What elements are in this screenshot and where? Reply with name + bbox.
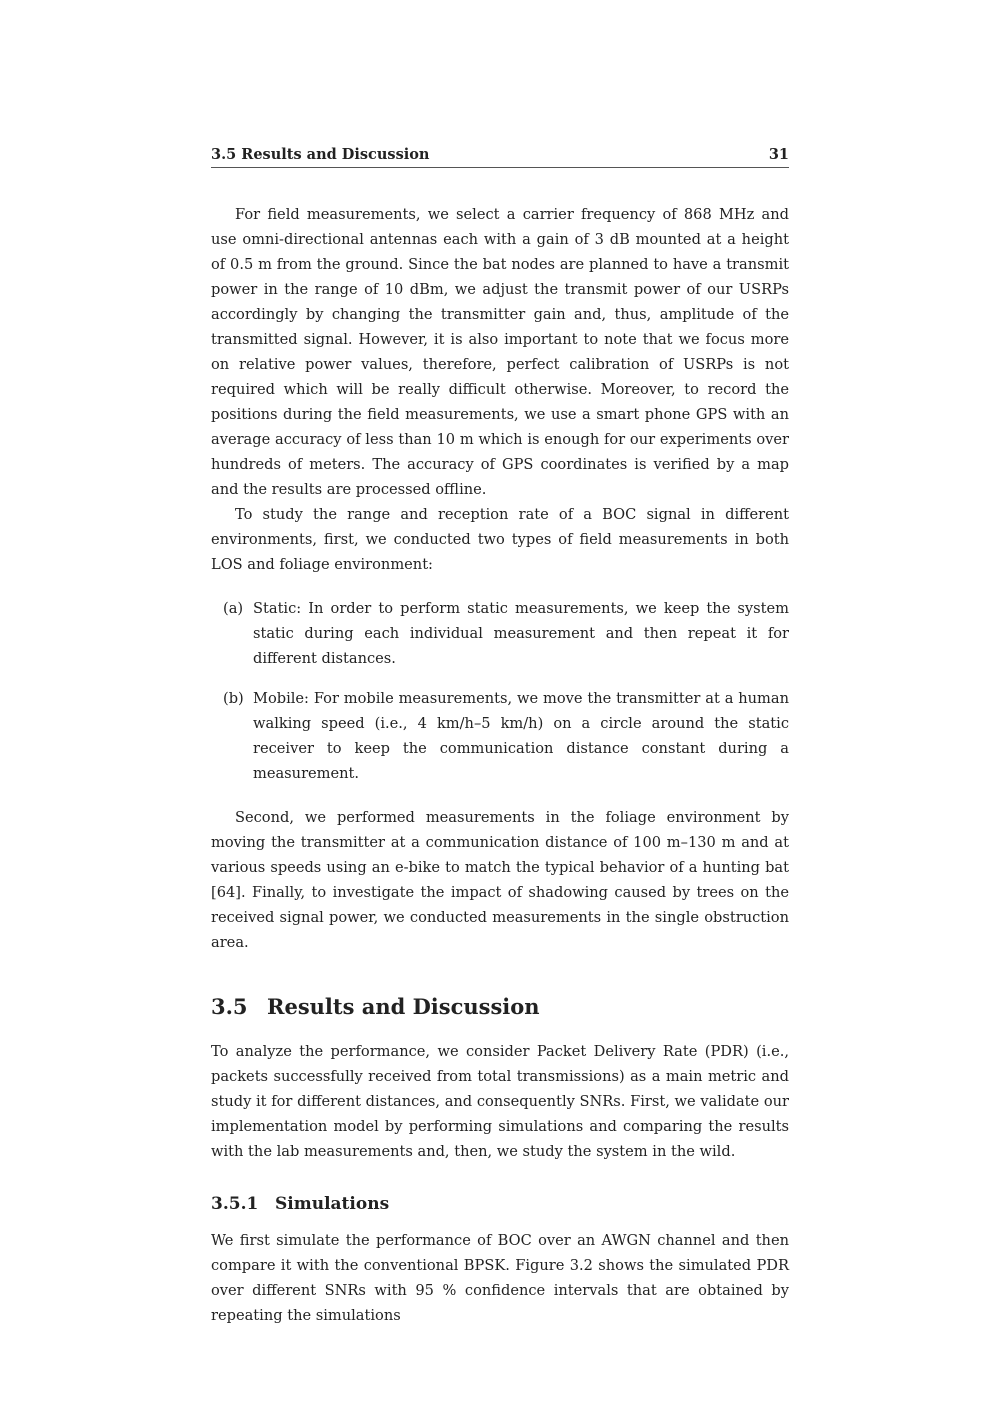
- running-header-title: 3.5 Results and Discussion: [211, 146, 430, 163]
- list-item-text: Static: In order to perform static measurements, we keep the system static during each individual measurement and then repeat it for different distances.: [253, 600, 789, 667]
- list-item-label: (b): [223, 690, 244, 707]
- measurement-types-list: [211, 596, 789, 786]
- list-item-label: (a): [223, 600, 244, 617]
- page-number: 31: [768, 146, 789, 163]
- page-content: [211, 146, 789, 1328]
- section-title: Results and Discussion: [267, 994, 540, 1019]
- paragraph-field-measurements: For field measurements, we select a carrier frequency of 868 MHz and use omni-directional antennas each with a gain of 3 dB mounted at a height of 0.5 m from the ground. Since the bat nodes are planned to have a transmit power in the range of 10 dBm, we adjust the transmit power of our USRPs accordingly by changing the transmitter gain and, thus, amplitude of the transmitted signal. However, it is also important to note that we focus more on relative power values, therefore, perfect calibration of USRPs is not required which will be really difficult otherwise. Moreover, to record the positions during the field measurements, we use a smart phone GPS with an average accuracy of less than 10 m which is enough for our experiments over hundreds of meters. The accuracy of GPS coordinates is verified by a map and the results are processed offline.: [211, 206, 789, 498]
- section-heading: [211, 994, 789, 1019]
- subsection-body: We first simulate the performance of BOC over an AWGN channel and then compare it with the conventional BPSK. Figure 3.2 shows the simulated PDR over different SNRs with 95 % confidence intervals that are obtained by repeating the simulations: [211, 1232, 789, 1324]
- subsection-number: 3.5.1: [211, 1194, 259, 1214]
- subsection-title: Simulations: [275, 1194, 390, 1214]
- paragraph-range-study: To study the range and reception rate of a BOC signal in different environments, first, we conducted two types of field measurements in both LOS and foliage environment:: [211, 506, 789, 573]
- section-number: 3.5: [211, 994, 248, 1019]
- section-body: To analyze the performance, we consider Packet Delivery Rate (PDR) (i.e., packets successfully received from total transmissions) as a main metric and study it for different distances, and consequently SNRs. First, we validate our implementation model by performing simulations and comparing the results with the lab measurements and, then, we study the system in the wild.: [211, 1043, 789, 1160]
- paragraph-foliage-measurements: Second, we performed measurements in the foliage environment by moving the transmitter at a communication distance of 100 m–130 m and at various speeds using an e-bike to match the typical behavior of a hunting bat [64]. Finally, to investigate the impact of shadowing caused by trees on the received signal power, we conducted measurements in the single obstruction area.: [211, 809, 789, 951]
- list-item-text: Mobile: For mobile measurements, we move the transmitter at a human walking speed (i.e., 4 km/h–5 km/h) on a circle around the static receiver to keep the communication distance constant during a measurement.: [253, 690, 789, 782]
- list-item: [211, 686, 789, 786]
- subsection-heading: [211, 1194, 789, 1214]
- running-header: [211, 146, 789, 168]
- list-item: [211, 596, 789, 671]
